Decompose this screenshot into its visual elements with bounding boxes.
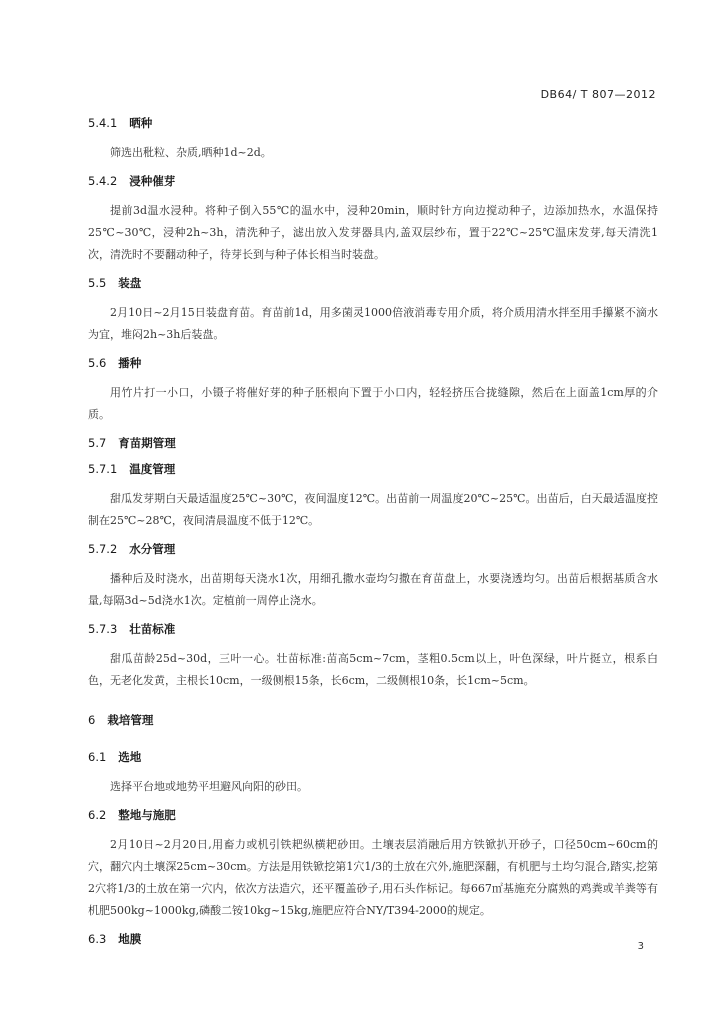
section-heading: 6.3 地膜 <box>88 932 142 946</box>
section-heading: 5.4.1 晒种 <box>88 116 153 130</box>
paragraph: 提前3d温水浸种。将种子倒入55℃的温水中，浸种20min，顺时针方向边搅动种子，边添加热水，水温保持25℃~30℃，浸种2h~3h，清洗种子，滤出放入发芽器具内,盖双层纱布，置于22℃~25℃温床发芽,每天清洗1次，清洗时不要翻动种子，待芽长到与种子体长相当时装盘。 <box>88 204 658 261</box>
section-heading: 5.7 育苗期管理 <box>88 436 176 450</box>
section-5-6 <box>88 355 658 426</box>
section-heading: 5.5 装盘 <box>88 276 142 290</box>
section-5-7-2 <box>88 541 658 612</box>
document-body <box>88 115 658 948</box>
paragraph: 用竹片打一小口，小镊子将催好芽的种子胚根向下置于小口内，轻轻挤压合拢缝隙，然后在上面盖1cm厚的介质。 <box>88 386 658 421</box>
section-heading: 5.7.2 水分管理 <box>88 542 176 556</box>
page-number: 3 <box>637 941 644 952</box>
section-6 <box>88 712 658 729</box>
section-5-4-1 <box>88 115 658 164</box>
paragraph: 筛选出秕粒、杂质,晒种1d~2d。 <box>110 146 272 159</box>
section-heading: 6.1 选地 <box>88 750 142 764</box>
section-5-7 <box>88 435 658 452</box>
paragraph: 播种后及时浇水，出苗期每天浇水1次，用细孔撒水壶均匀撒在育苗盘上，水要浇透均匀。出苗后根据基质含水量,每隔3d~5d浇水1次。定植前一周停止浇水。 <box>88 572 658 607</box>
section-heading: 5.4.2 浸种催芽 <box>88 174 176 188</box>
section-heading: 5.7.1 温度管理 <box>88 462 176 476</box>
section-heading: 5.7.3 壮苗标准 <box>88 622 176 636</box>
paragraph: 2月10日~2月15日装盘育苗。育苗前1d，用多菌灵1000倍液消毒专用介质，将介质用清水拌至用手攥紧不滴水为宜，堆闷2h~3h后装盘。 <box>88 306 658 341</box>
paragraph: 选择平台地或地势平坦避风向阳的砂田。 <box>110 780 308 793</box>
section-6-1 <box>88 749 658 798</box>
paragraph: 甜瓜苗龄25d~30d，三叶一心。壮苗标准:苗高5cm~7cm，茎粗0.5cm以上，叶色深绿，叶片挺立，根系白色，无老化发黄，主根长10cm，一级侧根15条，长6cm，二级侧根10条，长1cm~5cm。 <box>88 652 658 687</box>
section-5-4-2 <box>88 173 658 266</box>
section-5-7-3 <box>88 621 658 692</box>
paragraph: 甜瓜发芽期白天最适温度25℃~30℃，夜间温度12℃。出苗前一周温度20℃~25℃。出苗后，白天最适温度控制在25℃~28℃，夜间清晨温度不低于12℃。 <box>88 492 658 527</box>
section-5-5 <box>88 275 658 346</box>
section-6-2 <box>88 807 658 922</box>
section-5-7-1 <box>88 461 658 532</box>
standard-code: DB64/ T 807—2012 <box>540 88 656 101</box>
section-heading: 6.2 整地与施肥 <box>88 808 176 822</box>
section-6-3 <box>88 931 658 948</box>
section-heading: 5.6 播种 <box>88 356 142 370</box>
chapter-heading: 6 栽培管理 <box>88 713 154 727</box>
paragraph: 2月10日~2月20日,用畜力或机引铁耙纵横耙砂田。土壤表层消融后用方铁锨扒开砂子，口径50cm~60cm的穴，翻穴内土壤深25cm~30cm。方法是用铁锨挖第1穴1/3的土放在穴外,施肥深翻，有机肥与土均匀混合,踏实,挖第2穴将1/3的土放在第一穴内，依次方法造穴，还平覆盖砂子,用石头作标记。每667㎡基施充分腐熟的鸡粪或羊粪等有机肥500kg~1000kg,磷酸二铵10kg~15kg,施肥应符合NY/T394-2000的规定。 <box>88 838 658 917</box>
